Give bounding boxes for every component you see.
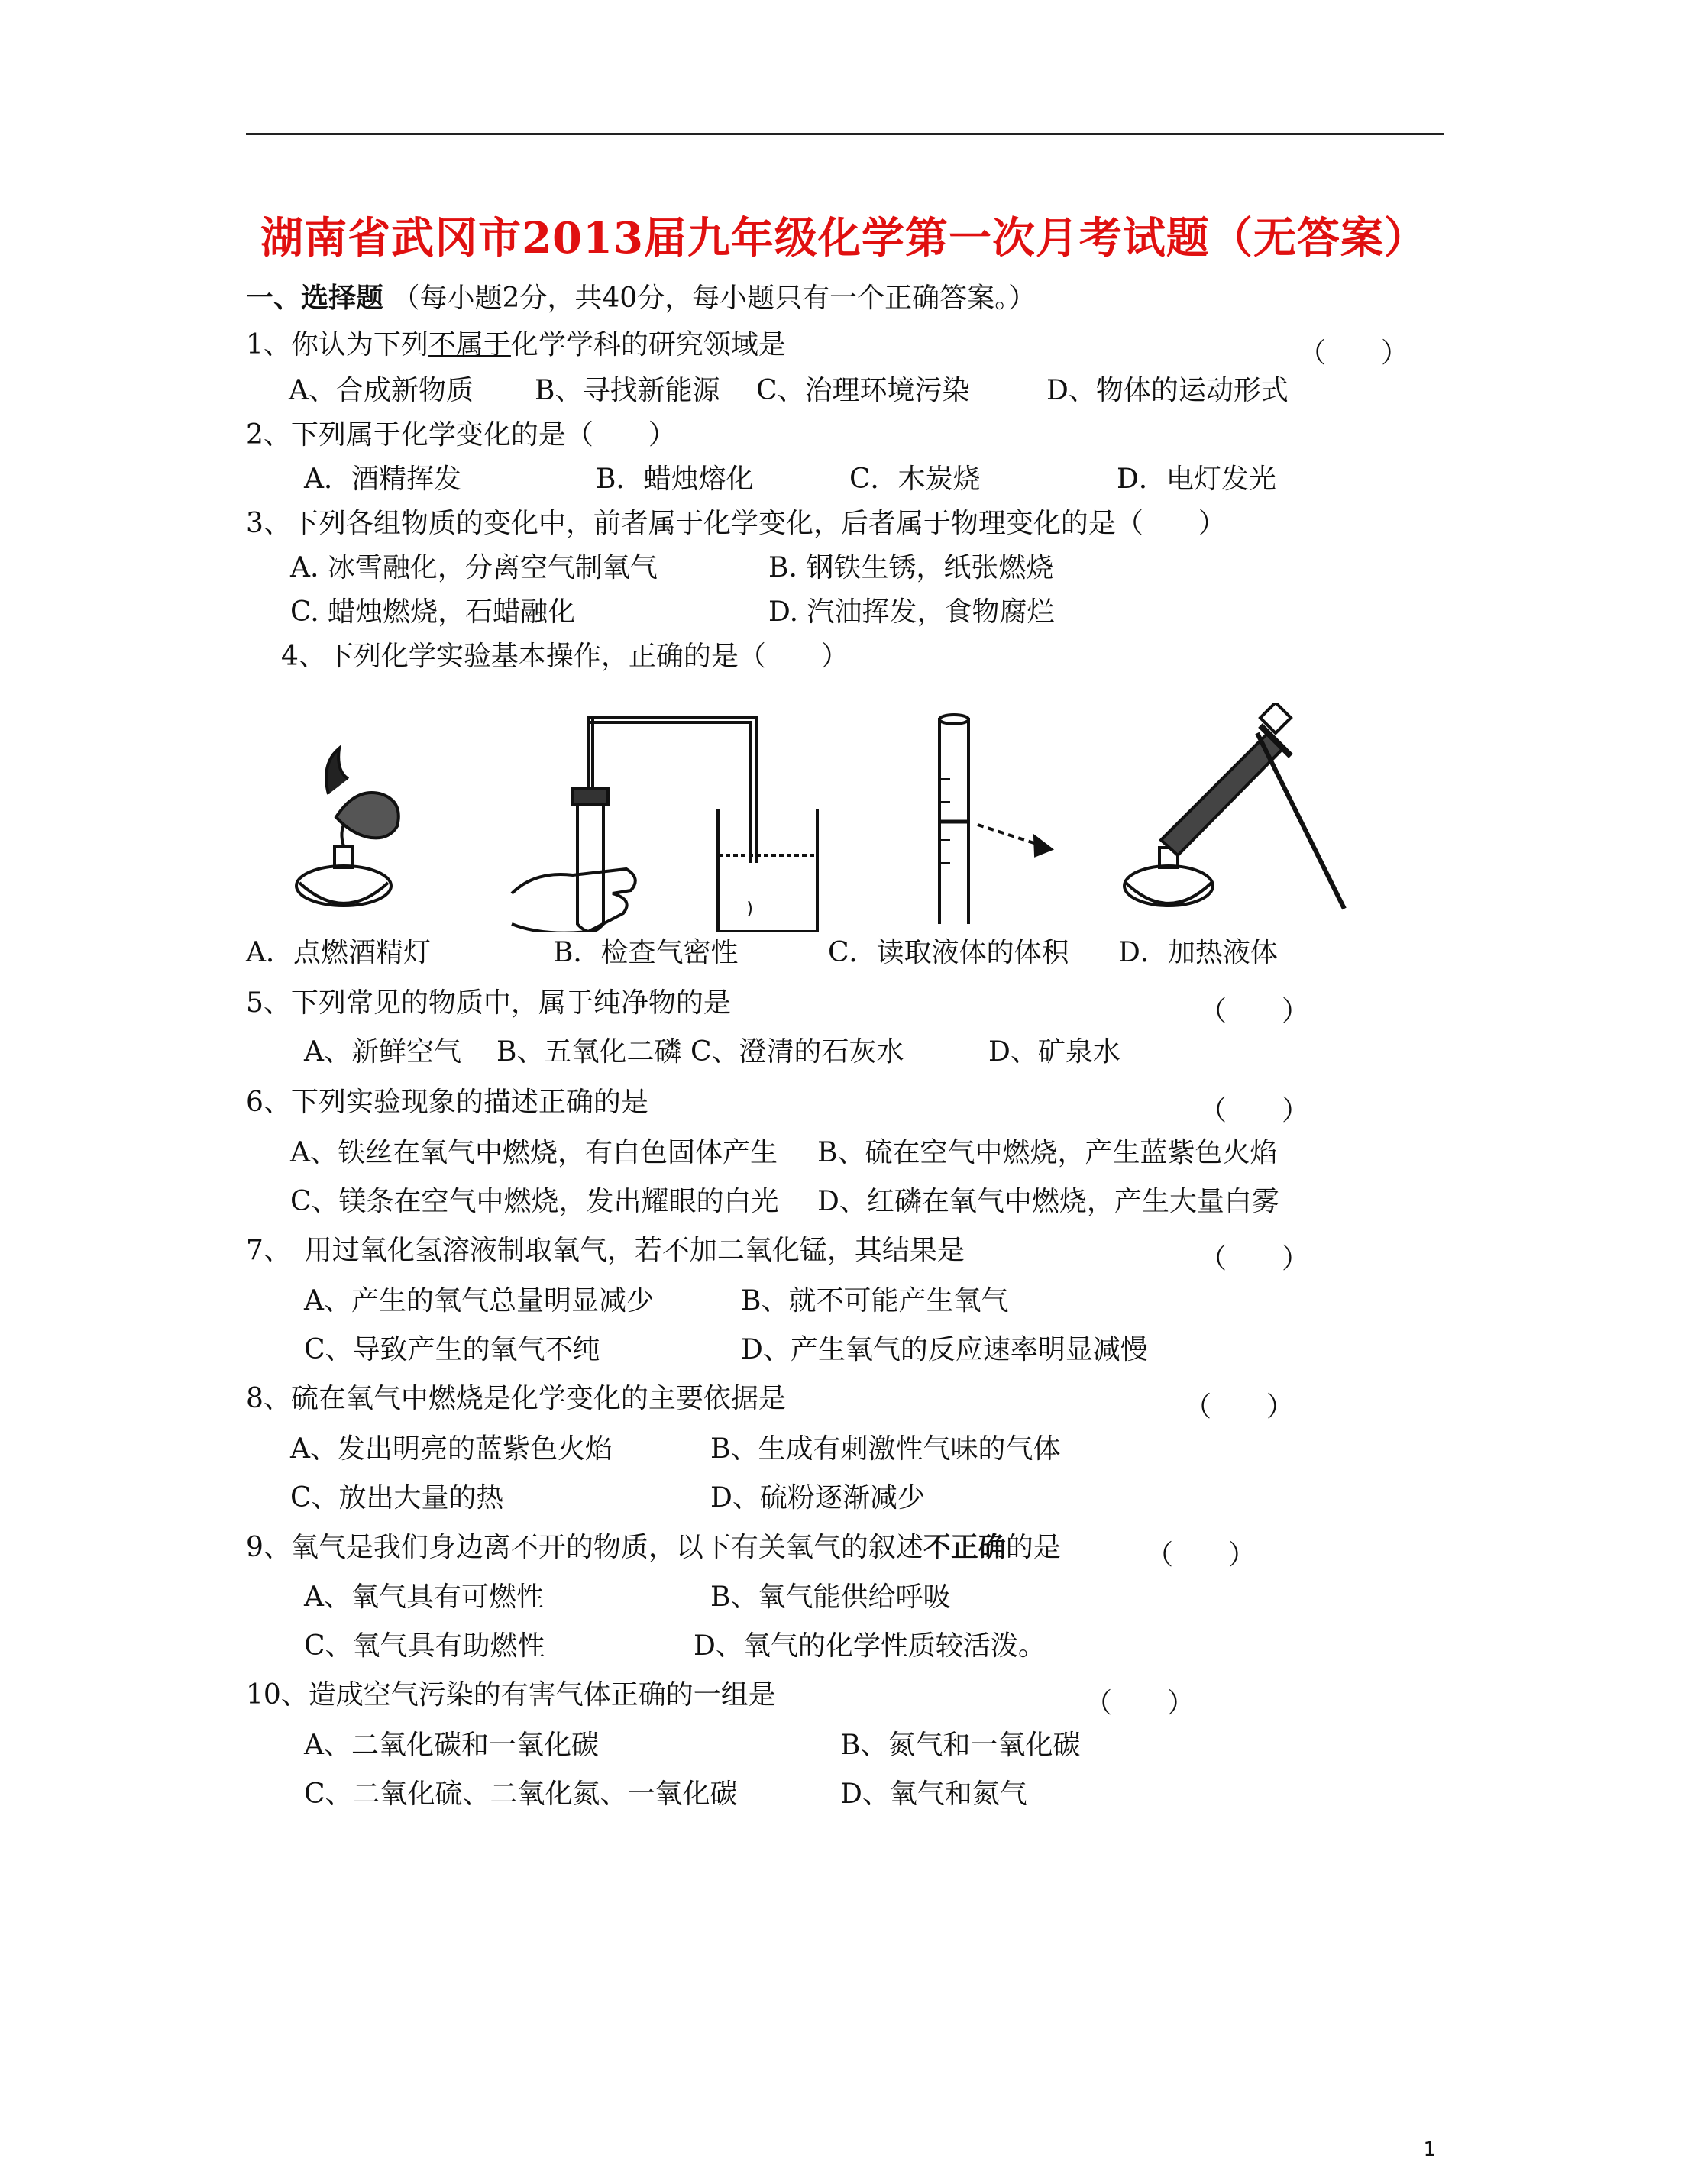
q9-option-a: A、氧气具有可燃性 <box>304 1581 544 1613</box>
q4-option-b: B．检查气密性 <box>553 937 739 968</box>
page-number: 1 <box>1423 2138 1436 2161</box>
q8-option-d: D、硫粉逐渐减少 <box>710 1482 925 1514</box>
q3-option-c: C. 蜡烛燃烧，石蜡融化 <box>290 596 576 628</box>
section-label: 一、选择题 <box>246 282 384 314</box>
question-5-stem: 5、下列常见的物质中，属于纯净物的是 <box>246 987 731 1019</box>
figure-b-airtightness <box>512 718 817 932</box>
q5-answer-paren: （ ） <box>1199 996 1310 1027</box>
q8-option-c: C、放出大量的热 <box>290 1482 504 1514</box>
q3-option-d: D. 汽油挥发，食物腐烂 <box>768 596 1055 628</box>
section-note: （每小题2分，共40分，每小题只有一个正确答案。） <box>392 283 1036 314</box>
question-7-stem: 7、 用过氧化氢溶液制取氧气，若不加二氧化锰，其结果是 <box>246 1235 965 1266</box>
q2-option-b: B．蜡烛熔化 <box>596 464 754 495</box>
question-4-stem: 4、下列化学实验基本操作，正确的是（ ） <box>281 641 849 672</box>
q1-underline: 不属于 <box>428 329 511 360</box>
q8-option-a: A、发出明亮的蓝紫色火焰 <box>290 1433 613 1465</box>
q9-option-b: B、氧气能供给呼吸 <box>710 1581 951 1613</box>
q6-option-d: D、红磷在氧气中燃烧，产生大量白雾 <box>817 1186 1279 1217</box>
q1-option-c: C、治理环境污染 <box>756 375 970 406</box>
q10-option-c: C、二氧化硫、二氧化氮、一氧化碳 <box>304 1779 738 1810</box>
q8-answer-paren: （ ） <box>1184 1391 1295 1423</box>
q7-answer-paren: （ ） <box>1199 1243 1310 1275</box>
question-6-stem: 6、下列实验现象的描述正确的是 <box>246 1087 648 1118</box>
q2-option-a: A．酒精挥发 <box>304 464 461 495</box>
q9-answer-paren: （ ） <box>1146 1539 1256 1571</box>
q10-option-a: A、二氧化碳和一氧化碳 <box>304 1730 599 1761</box>
q5-option-d: D、矿泉水 <box>988 1036 1120 1068</box>
q1-option-a: A、合成新物质 <box>289 375 474 406</box>
q8-option-b: B、生成有刺激性气味的气体 <box>710 1433 1061 1465</box>
header-rule <box>246 133 1444 135</box>
q1-post: 化学学科的研究领域是 <box>510 329 786 360</box>
q9-option-d: D、氧气的化学性质较活泼。 <box>694 1630 1046 1662</box>
section-heading <box>246 284 1036 312</box>
q4-option-d: D．加热液体 <box>1118 937 1278 968</box>
q6-option-a: A、铁丝在氧气中燃烧，有白色固体产生 <box>290 1137 778 1168</box>
question-2-stem: 2、下列属于化学变化的是（ ） <box>246 419 676 451</box>
q9-option-c: C、氧气具有助燃性 <box>304 1630 545 1662</box>
q10-answer-paren: （ ） <box>1085 1688 1195 1719</box>
q2-option-c: C．木炭烧 <box>849 464 981 495</box>
q6-option-c: C、镁条在空气中燃烧，发出耀眼的白光 <box>290 1186 779 1217</box>
q2-option-d: D．电灯发光 <box>1117 464 1276 495</box>
q7-option-c: C、导致产生的氧气不纯 <box>304 1334 600 1365</box>
q5-option-a: A、新鲜空气 <box>304 1036 461 1068</box>
q6-answer-paren: （ ） <box>1199 1095 1310 1126</box>
question-1-stem <box>246 331 786 359</box>
q5-option-c: C、澄清的石灰水 <box>690 1036 904 1068</box>
q1-pre: 1、你认为下列 <box>246 329 428 360</box>
q4-figures <box>283 703 1352 932</box>
figure-d-heat-liquid <box>1124 703 1344 909</box>
question-9-stem <box>246 1533 1061 1562</box>
q10-option-b: B、氮气和一氧化碳 <box>840 1730 1081 1761</box>
q9-bold: 不正确 <box>923 1531 1006 1563</box>
q7-option-a: A、产生的氧气总量明显减少 <box>304 1285 654 1317</box>
question-8-stem: 8、硫在氧气中燃烧是化学变化的主要依据是 <box>246 1383 786 1414</box>
q3-option-a: A. 冰雪融化，分离空气制氧气 <box>290 552 658 583</box>
question-3-stem: 3、下列各组物质的变化中，前者属于化学变化，后者属于物理变化的是（ ） <box>246 508 1226 539</box>
q4-option-a: A．点燃酒精灯 <box>246 937 431 968</box>
figure-c-read-volume <box>939 715 1051 924</box>
page-title: 湖南省武冈市2013届九年级化学第一次月考试题（无答案） <box>260 213 1428 263</box>
q1-answer-paren: （ ） <box>1298 338 1409 369</box>
q1-option-d: D、物体的运动形式 <box>1046 375 1289 406</box>
q7-option-d: D、产生氧气的反应速率明显减慢 <box>741 1334 1148 1365</box>
q7-option-b: B、就不可能产生氧气 <box>741 1285 1009 1317</box>
q9-post: 的是 <box>1005 1532 1061 1563</box>
q3-option-b: B. 钢铁生锈，纸张燃烧 <box>768 552 1054 583</box>
q4-option-c: C．读取液体的体积 <box>828 937 1069 968</box>
q1-option-b: B、寻找新能源 <box>535 375 720 406</box>
q5-option-b: B、五氧化二磷 <box>496 1036 682 1068</box>
q9-pre: 9、氧气是我们身边离不开的物质，以下有关氧气的叙述 <box>246 1532 923 1563</box>
question-10-stem: 10、造成空气污染的有害气体正确的一组是 <box>246 1679 776 1711</box>
q6-option-b: B、硫在空气中燃烧，产生蓝紫色火焰 <box>817 1137 1278 1168</box>
q10-option-d: D、氧气和氮气 <box>840 1779 1027 1810</box>
figure-a-alcohol-lamp <box>296 748 399 906</box>
